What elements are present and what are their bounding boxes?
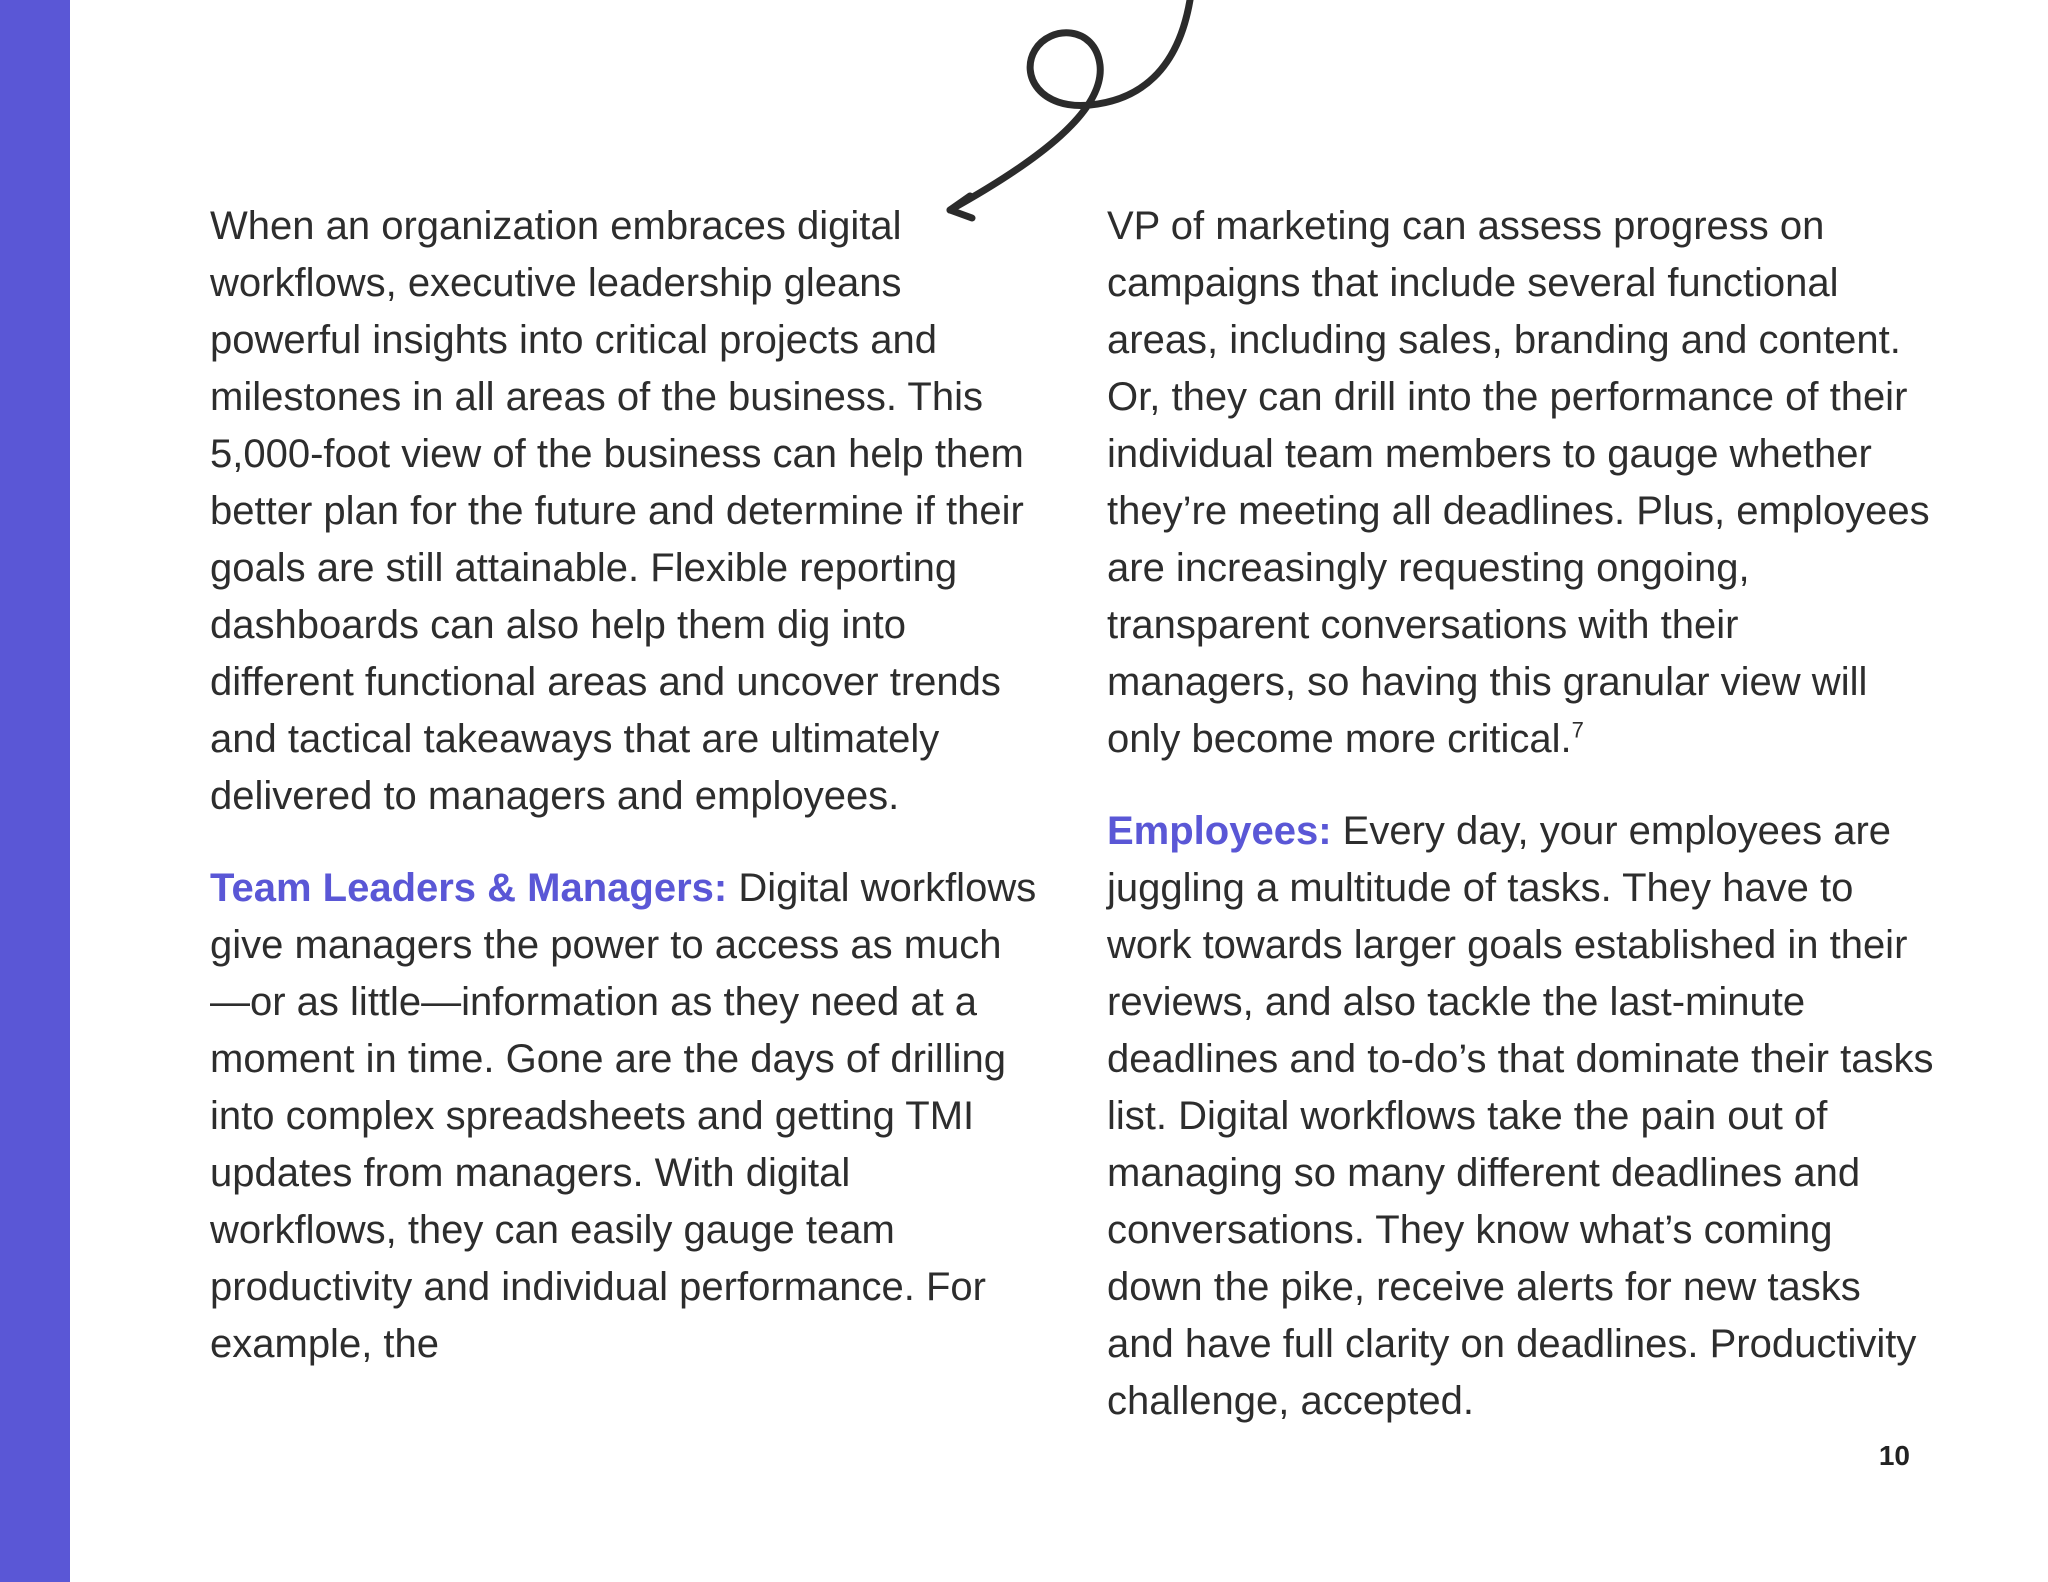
page-number: 10: [1878, 1440, 1910, 1471]
continuation-paragraph: [1107, 198, 1937, 768]
managers-lead-heading: Team Leaders & Managers:: [210, 866, 728, 910]
employees-body-text: Every day, your employees are juggling a multitude of tasks. They have to work towards larger goals established in their reviews, and also tackle the last-minute deadlines and to-do’s that dominate their tasks list. Digital workflows take the pain out of managing so many different deadlines and conversations. They know what’s coming down the pike, receive alerts for new tasks and have full clarity on deadlines. Productivity challenge, accepted.: [1107, 809, 1934, 1423]
managers-body-text: Digital workflows give managers the power to access as much—or as little—information as they need at a moment in time. Gone are the days of drilling into complex spreadsheets and getting TMI updates from managers. With digital workflows, they can easily gauge team productivity and individual performance. For example, the: [210, 866, 1037, 1366]
left-column: [210, 198, 1040, 1408]
employees-lead-heading: Employees:: [1107, 809, 1332, 853]
right-column: [1107, 198, 1937, 1465]
hand-drawn-loop-arrow-icon: [930, 0, 1200, 230]
continuation-text: VP of marketing can assess progress on campaigns that include several functional areas, including sales, branding and content. Or, they can drill into the performance of their individual team members to gauge whether they’re meeting all deadlines. Plus, employees are increasingly requesting ongoing, transparent conversations with their managers, so having this granular view will only become more critical.: [1107, 204, 1930, 761]
intro-paragraph: When an organization embraces digital workflows, executive leadership gleans powerful insights into critical projects and milestones in all areas of the business. This 5,000-foot view of the business can help them better plan for the future and determine if their goals are still attainable. Flexible reporting dashboards can also help them dig into different functional areas and uncover trends and tactical takeaways that are ultimately delivered to managers and employees.: [210, 204, 1024, 818]
footnote-marker: 7: [1571, 717, 1584, 743]
managers-paragraph: [210, 860, 1040, 1373]
accent-side-bar: [0, 0, 70, 1582]
employees-paragraph: [1107, 803, 1937, 1430]
